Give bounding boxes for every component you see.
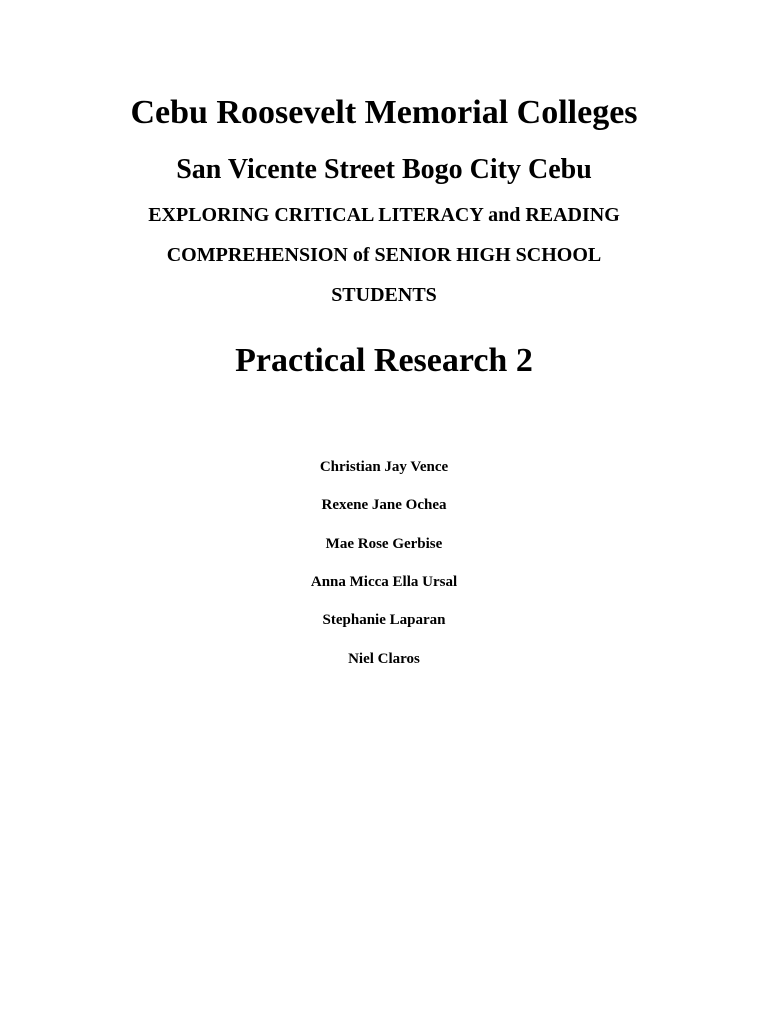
research-title-line-2: COMPREHENSION of SENIOR HIGH SCHOOL — [166, 244, 602, 266]
author-name: Rexene Jane Ochea — [321, 497, 447, 513]
author-name: Stephanie Laparan — [322, 612, 446, 628]
subject-title: Practical Research 2 — [235, 342, 533, 379]
institution-address: San Vicente Street Bogo City Cebu — [176, 154, 592, 185]
institution-name: Cebu Roosevelt Memorial Colleges — [130, 94, 638, 131]
author-name: Niel Claros — [348, 651, 420, 667]
author-name: Christian Jay Vence — [319, 459, 449, 475]
author-name: Anna Micca Ella Ursal — [310, 574, 458, 590]
author-name: Mae Rose Gerbise — [325, 536, 443, 552]
research-title-line-1: EXPLORING CRITICAL LITERACY and READING — [148, 204, 620, 226]
research-title-line-3: STUDENTS — [331, 284, 437, 306]
